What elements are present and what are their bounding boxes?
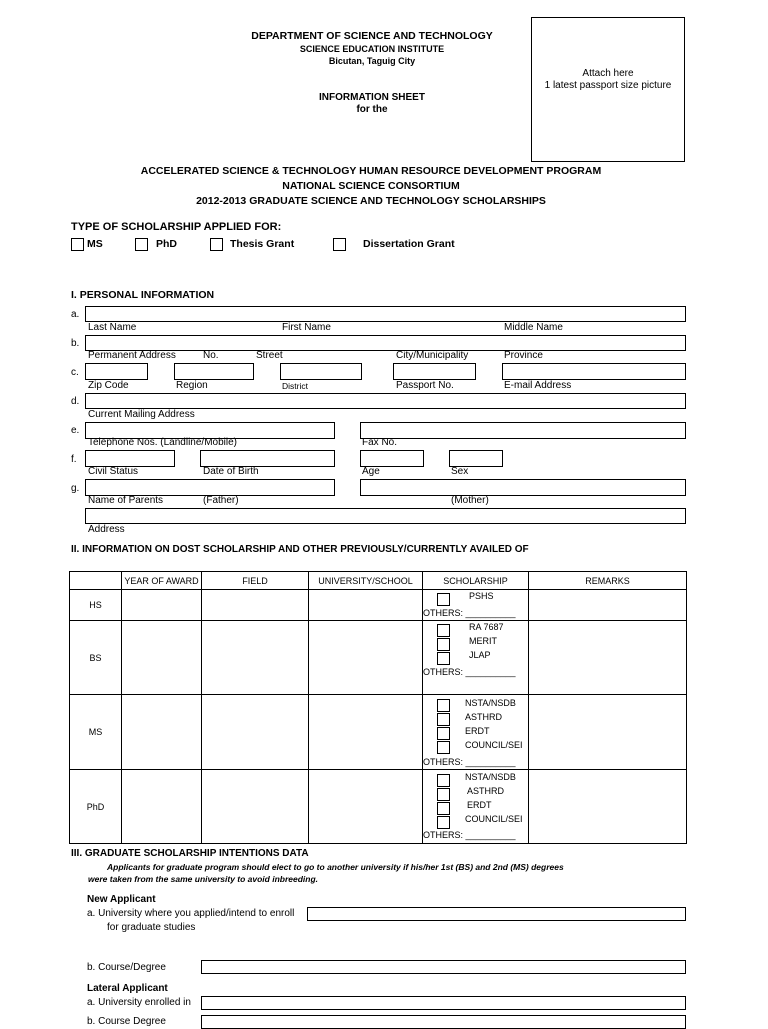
institute-name: SCIENCE EDUCATION INSTITUTE	[299, 44, 445, 54]
street-label: Street	[256, 350, 283, 361]
dob-label: Date of Birth	[203, 466, 259, 477]
scholarship-type-title: TYPE OF SCHOLARSHIP APPLIED FOR:	[71, 221, 282, 233]
middle-name-label: Middle Name	[504, 322, 563, 333]
zip-code-field[interactable]	[85, 363, 148, 380]
letter-d: d.	[71, 396, 80, 407]
phd-erdt-label: ERDT	[467, 800, 492, 810]
phd-label: PhD	[156, 238, 177, 250]
father-name-field[interactable]	[85, 479, 335, 496]
province-label: Province	[504, 350, 543, 361]
ms-university-cell[interactable]	[309, 695, 423, 770]
first-name-label: First Name	[282, 322, 331, 333]
district-field[interactable]	[280, 363, 362, 380]
program-title: ACCELERATED SCIENCE & TECHNOLOGY HUMAN RESOURCE DEVELOPMENT PROGRAM	[140, 165, 602, 177]
ms-asthrd-checkbox[interactable]	[437, 713, 450, 726]
sex-field[interactable]	[449, 450, 503, 467]
graduate-section-title: III. GRADUATE SCHOLARSHIP INTENTIONS DATA	[71, 848, 309, 859]
ms-erdt-label: ERDT	[465, 726, 490, 736]
bs-year-cell[interactable]	[122, 621, 202, 695]
institute-address: Bicutan, Taguig City	[328, 56, 416, 66]
sheet-subtitle: for the	[356, 104, 388, 115]
phd-council-checkbox[interactable]	[437, 816, 450, 829]
jlap-label: JLAP	[469, 650, 491, 660]
hs-remarks-cell[interactable]	[529, 590, 687, 621]
lateral-course-label: b. Course Degree	[87, 1016, 166, 1027]
level-hs: HS	[70, 590, 122, 621]
bs-others-label: OTHERS: __________	[423, 667, 516, 677]
univ-applied-field[interactable]	[307, 907, 686, 921]
header-field: FIELD	[202, 572, 309, 590]
parents-address-field[interactable]	[85, 508, 686, 524]
ms-others-label: OTHERS: __________	[423, 757, 516, 767]
email-field[interactable]	[502, 363, 686, 380]
bs-university-cell[interactable]	[309, 621, 423, 695]
mother-name-field[interactable]	[360, 479, 686, 496]
table-row-hs	[70, 590, 687, 621]
level-ms: MS	[70, 695, 122, 770]
level-bs: BS	[70, 621, 122, 695]
fax-label: Fax No.	[362, 437, 398, 448]
inbreeding-note-1: Applicants for graduate program should elect to go to another university if his/her 1st (BS) and 2nd (MS) degrees	[107, 862, 564, 872]
hs-university-cell[interactable]	[309, 590, 423, 621]
header-year: YEAR OF AWARD	[122, 572, 202, 590]
city-label: City/Municipality	[396, 350, 469, 361]
inbreeding-note-2: were taken from the same university to avoid inbreeding.	[88, 874, 319, 884]
last-name-label: Last Name	[88, 322, 137, 333]
district-label: District	[282, 381, 308, 391]
ra7687-label: RA 7687	[469, 622, 504, 632]
merit-label: MERIT	[469, 636, 497, 646]
ms-council-label: COUNCIL/SEI	[465, 740, 523, 750]
ms-erdt-checkbox[interactable]	[437, 727, 450, 740]
course-degree-field[interactable]	[201, 960, 686, 974]
header-scholarship: SCHOLARSHIP	[423, 572, 529, 590]
ms-field-cell[interactable]	[202, 695, 309, 770]
letter-f: f.	[71, 454, 77, 465]
scholarship-table	[69, 571, 687, 844]
new-applicant-heading: New Applicant	[87, 894, 156, 905]
dost-section-title: II. INFORMATION ON DOST SCHOLARSHIP AND OTHER PREVIOUSLY/CURRENTLY AVAILED OF	[71, 544, 529, 555]
address-no-label: No.	[203, 350, 219, 361]
program-year: 2012-2013 GRADUATE SCIENCE AND TECHNOLOGY SCHOLARSHIPS	[196, 195, 546, 207]
thesis-grant-checkbox[interactable]	[210, 238, 223, 251]
lateral-course-field[interactable]	[201, 1015, 686, 1029]
region-field[interactable]	[174, 363, 254, 380]
phd-council-label: COUNCIL/SEI	[465, 814, 523, 824]
mother-label: (Mother)	[451, 495, 489, 506]
ms-nsta-checkbox[interactable]	[437, 699, 450, 712]
hs-year-cell[interactable]	[122, 590, 202, 621]
header-remarks: REMARKS	[529, 572, 687, 590]
hs-scholarship-cell	[423, 590, 529, 621]
ms-nsta-label: NSTA/NSDB	[465, 698, 516, 708]
personal-info-title: I. PERSONAL INFORMATION	[71, 289, 215, 301]
table-row-phd	[70, 770, 687, 844]
passport-label: Passport No.	[396, 380, 454, 391]
civil-status-label: Civil Status	[88, 466, 139, 477]
ms-scholarship-cell	[423, 695, 529, 770]
age-label: Age	[362, 466, 380, 477]
telephone-label: Telephone Nos. (Landline/Mobile)	[88, 437, 237, 448]
sheet-title: INFORMATION SHEET	[319, 92, 425, 103]
parents-address-label: Address	[88, 524, 125, 535]
ms-asthrd-label: ASTHRD	[465, 712, 503, 722]
pshs-label: PSHS	[469, 591, 494, 601]
phd-erdt-checkbox[interactable]	[437, 802, 450, 815]
fax-field[interactable]	[360, 422, 686, 439]
phd-others-label: OTHERS: __________	[423, 830, 516, 840]
permanent-address-label: Permanent Address	[88, 350, 176, 361]
ms-council-checkbox[interactable]	[437, 741, 450, 754]
header-level	[70, 572, 122, 590]
phd-nsta-checkbox[interactable]	[437, 774, 450, 787]
phd-asthrd-label: ASTHRD	[467, 786, 505, 796]
photo-label-2: 1 latest passport size picture	[544, 80, 672, 91]
ms-label: MS	[87, 238, 103, 250]
region-label: Region	[176, 380, 208, 391]
letter-e: e.	[71, 425, 80, 436]
father-label: (Father)	[203, 495, 239, 506]
phd-field-cell[interactable]	[202, 770, 309, 844]
phd-university-cell[interactable]	[309, 770, 423, 844]
phd-checkbox[interactable]	[135, 238, 148, 251]
photo-label-1: Attach here	[582, 68, 634, 79]
grad-studies-label: for graduate studies	[107, 922, 196, 933]
bs-field-cell[interactable]	[202, 621, 309, 695]
header-university: UNIVERSITY/SCHOOL	[309, 572, 423, 590]
level-phd: PhD	[70, 770, 122, 844]
univ-enrolled-label: a. University enrolled in	[87, 997, 191, 1008]
letter-g: g.	[71, 483, 80, 494]
ms-year-cell[interactable]	[122, 695, 202, 770]
phd-year-cell[interactable]	[122, 770, 202, 844]
photo-box[interactable]	[531, 17, 685, 162]
hs-field-cell[interactable]	[202, 590, 309, 621]
table-header-row	[70, 572, 687, 590]
lateral-applicant-heading: Lateral Applicant	[87, 983, 168, 994]
email-label: E-mail Address	[504, 380, 572, 391]
merit-checkbox[interactable]	[437, 638, 450, 651]
phd-nsta-label: NSTA/NSDB	[465, 772, 516, 782]
age-field[interactable]	[360, 450, 424, 467]
mailing-address-field[interactable]	[85, 393, 686, 409]
phd-remarks-cell[interactable]	[529, 770, 687, 844]
bs-remarks-cell[interactable]	[529, 621, 687, 695]
parents-label: Name of Parents	[88, 495, 164, 506]
univ-enrolled-field[interactable]	[201, 996, 686, 1010]
mailing-address-label: Current Mailing Address	[88, 409, 195, 420]
dissertation-grant-checkbox[interactable]	[333, 238, 346, 251]
dept-title: DEPARTMENT OF SCIENCE AND TECHNOLOGY	[251, 30, 493, 42]
full-name-field[interactable]	[85, 306, 686, 322]
univ-applied-label: a. University where you applied/intend to enroll	[87, 908, 295, 919]
ms-remarks-cell[interactable]	[529, 695, 687, 770]
table-row-bs	[70, 621, 687, 695]
phd-asthrd-checkbox[interactable]	[437, 788, 450, 801]
table-row-ms	[70, 695, 687, 770]
course-degree-label: b. Course/Degree	[87, 962, 166, 973]
ra7687-checkbox[interactable]	[437, 624, 450, 637]
dob-field[interactable]	[200, 450, 335, 467]
pshs-checkbox[interactable]	[437, 593, 450, 606]
hs-others-label: OTHERS: __________	[423, 608, 516, 618]
bs-scholarship-cell	[423, 621, 529, 695]
dissertation-grant-label: Dissertation Grant	[363, 238, 455, 250]
permanent-address-field[interactable]	[85, 335, 686, 351]
ms-checkbox[interactable]	[71, 238, 84, 251]
letter-a: a.	[71, 309, 80, 320]
sex-label: Sex	[451, 466, 469, 477]
program-consortium: NATIONAL SCIENCE CONSORTIUM	[282, 180, 460, 192]
thesis-grant-label: Thesis Grant	[230, 238, 295, 250]
civil-status-field[interactable]	[85, 450, 175, 467]
letter-c: c.	[71, 367, 79, 378]
zip-code-label: Zip Code	[88, 380, 129, 391]
letter-b: b.	[71, 338, 80, 349]
phd-scholarship-cell	[423, 770, 529, 844]
jlap-checkbox[interactable]	[437, 652, 450, 665]
passport-field[interactable]	[393, 363, 476, 380]
